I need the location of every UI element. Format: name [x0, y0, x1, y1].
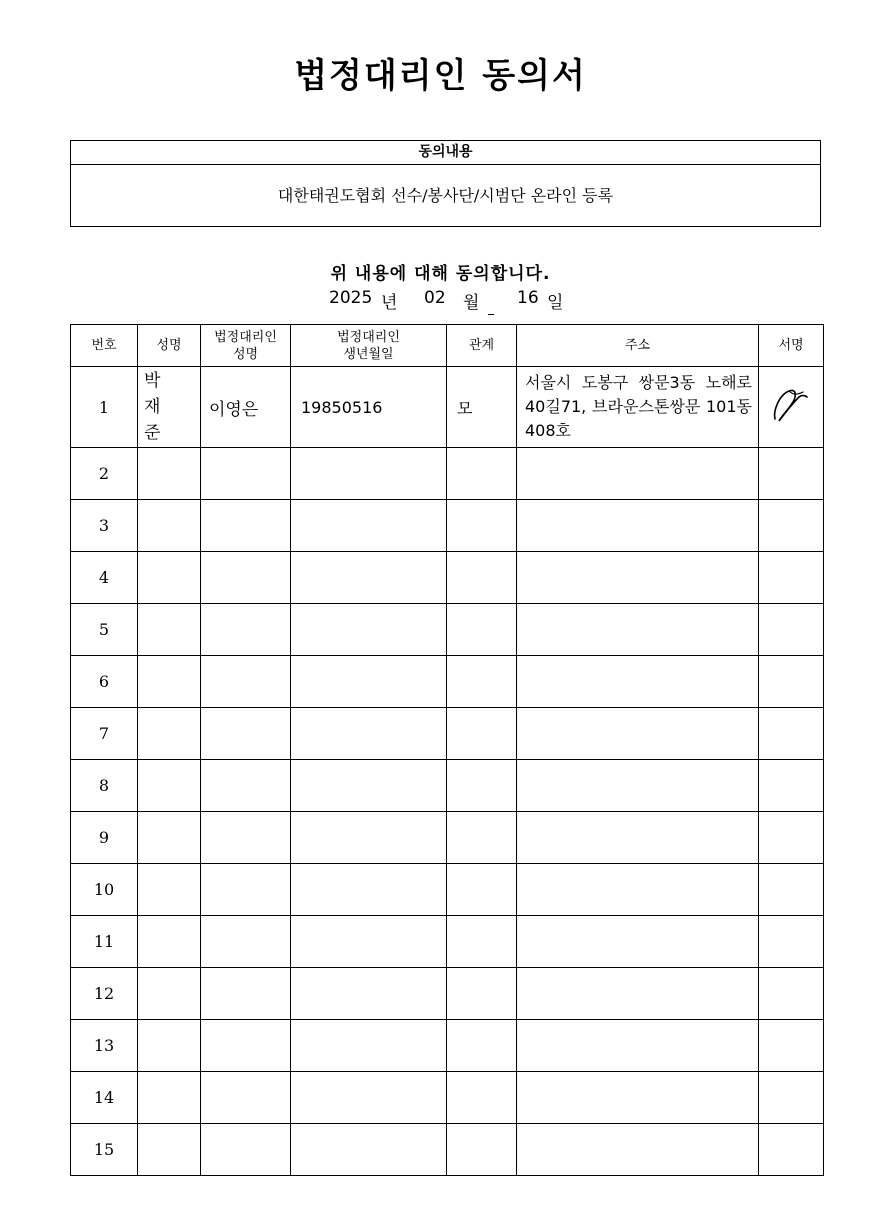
row-number: 10 — [71, 864, 138, 916]
address — [517, 1020, 759, 1072]
signature-scribble — [767, 383, 815, 427]
date-day: 16 — [517, 288, 539, 308]
table-header-row — [71, 325, 824, 367]
consent-box — [70, 140, 821, 227]
row-number: 7 — [71, 708, 138, 760]
rep-name — [201, 1072, 291, 1124]
table-row — [71, 448, 824, 500]
row-number: 2 — [71, 448, 138, 500]
relation — [447, 864, 517, 916]
row-number: 14 — [71, 1072, 138, 1124]
row-number: 4 — [71, 552, 138, 604]
date-month: 02 — [424, 288, 446, 308]
rep-name — [201, 708, 291, 760]
relation — [447, 1124, 517, 1176]
rep-birthdate — [291, 864, 447, 916]
header-address: 주소 — [517, 325, 759, 367]
rep-name: 이영은 — [201, 367, 291, 448]
consent-table — [70, 324, 824, 1176]
table-row — [71, 968, 824, 1020]
minor-name — [138, 708, 201, 760]
signature-cell — [759, 448, 824, 500]
minor-name — [138, 500, 201, 552]
relation — [447, 656, 517, 708]
header-rep-birth — [291, 325, 447, 367]
relation — [447, 604, 517, 656]
address — [517, 1072, 759, 1124]
relation — [447, 1072, 517, 1124]
address — [517, 812, 759, 864]
signature-cell — [759, 1020, 824, 1072]
address: 서울시 도봉구 쌍문3동 노해로40길71, 브라운스톤쌍문 101동 408호 — [517, 367, 759, 448]
signature-cell — [759, 708, 824, 760]
rep-birthdate — [291, 1124, 447, 1176]
header-rep-birth-line2: 생년월일 — [343, 346, 394, 362]
minor-name — [138, 1020, 201, 1072]
table-row — [71, 604, 824, 656]
rep-name — [201, 968, 291, 1020]
row-number: 8 — [71, 760, 138, 812]
rep-birthdate — [291, 760, 447, 812]
minor-name — [138, 656, 201, 708]
rep-birthdate — [291, 916, 447, 968]
rep-name — [201, 604, 291, 656]
signature-cell — [759, 812, 824, 864]
table-row — [71, 760, 824, 812]
table-row — [71, 500, 824, 552]
agreement-statement: 위 내용에 대해 동의합니다. — [330, 264, 551, 284]
address — [517, 1124, 759, 1176]
table-row — [71, 864, 824, 916]
header-rep-name — [201, 325, 291, 367]
row-number: 15 — [71, 1124, 138, 1176]
relation — [447, 552, 517, 604]
header-rep-name-line1: 법정대리인 — [214, 329, 277, 345]
date-year-unit: 년 — [381, 293, 398, 313]
address — [517, 552, 759, 604]
relation — [447, 1020, 517, 1072]
rep-birthdate — [291, 1020, 447, 1072]
rep-birthdate — [291, 708, 447, 760]
document-title: 법정대리인 동의서 — [294, 56, 587, 96]
address — [517, 760, 759, 812]
rep-name — [201, 500, 291, 552]
rep-name — [201, 760, 291, 812]
signature-cell — [759, 916, 824, 968]
minor-name: 박 재 준 — [138, 367, 201, 448]
table-row — [71, 1072, 824, 1124]
rep-birthdate — [291, 604, 447, 656]
rep-birthdate — [291, 1072, 447, 1124]
table-row — [71, 656, 824, 708]
signature-cell — [759, 500, 824, 552]
signature-cell — [759, 1072, 824, 1124]
address — [517, 916, 759, 968]
relation — [447, 968, 517, 1020]
signature-cell — [759, 968, 824, 1020]
signature-cell — [759, 552, 824, 604]
signature-cell — [759, 604, 824, 656]
relation — [447, 916, 517, 968]
rep-name — [201, 1020, 291, 1072]
consent-header: 동의내용 — [71, 141, 820, 165]
minor-name — [138, 812, 201, 864]
table-row — [71, 1124, 824, 1176]
rep-birthdate — [291, 448, 447, 500]
relation — [447, 500, 517, 552]
date-month-unit: 월 — [463, 293, 480, 313]
row-number: 5 — [71, 604, 138, 656]
minor-name — [138, 1124, 201, 1176]
rep-name — [201, 864, 291, 916]
address — [517, 968, 759, 1020]
address — [517, 448, 759, 500]
row-number: 11 — [71, 916, 138, 968]
address — [517, 708, 759, 760]
table-row — [71, 708, 824, 760]
header-number: 번호 — [71, 325, 138, 367]
rep-birthdate — [291, 812, 447, 864]
rep-birthdate: 19850516 — [291, 367, 447, 448]
signature-cell — [759, 656, 824, 708]
rep-name — [201, 812, 291, 864]
date-year: 2025 — [329, 288, 373, 308]
rep-name — [201, 552, 291, 604]
signature-cell — [759, 864, 824, 916]
table-row — [71, 812, 824, 864]
minor-name — [138, 968, 201, 1020]
row-number: 13 — [71, 1020, 138, 1072]
table-row — [71, 367, 824, 448]
header-rep-name-line2: 성명 — [232, 346, 259, 362]
rep-name — [201, 1124, 291, 1176]
relation: 모 — [447, 367, 517, 448]
minor-name — [138, 448, 201, 500]
header-signature: 서명 — [759, 325, 824, 367]
rep-birthdate — [291, 656, 447, 708]
consent-content: 대한태권도협회 선수/봉사단/시범단 온라인 등록 — [277, 186, 614, 205]
signature-cell — [759, 1124, 824, 1176]
rep-birthdate — [291, 968, 447, 1020]
signature-cell — [759, 760, 824, 812]
address — [517, 864, 759, 916]
table-row — [71, 916, 824, 968]
address — [517, 500, 759, 552]
relation — [447, 812, 517, 864]
header-relation: 관계 — [447, 325, 517, 367]
minor-name — [138, 916, 201, 968]
row-number: 3 — [71, 500, 138, 552]
row-number: 9 — [71, 812, 138, 864]
address — [517, 656, 759, 708]
header-name: 성명 — [138, 325, 201, 367]
minor-name — [138, 864, 201, 916]
date-underline — [488, 314, 494, 315]
minor-name — [138, 760, 201, 812]
rep-name — [201, 448, 291, 500]
table-row — [71, 552, 824, 604]
header-rep-birth-line1: 법정대리인 — [337, 329, 400, 345]
rep-birthdate — [291, 552, 447, 604]
rep-name — [201, 916, 291, 968]
date-day-unit: 일 — [547, 293, 564, 313]
minor-name — [138, 604, 201, 656]
table-row — [71, 1020, 824, 1072]
row-number: 1 — [71, 367, 138, 448]
minor-name — [138, 1072, 201, 1124]
rep-birthdate — [291, 500, 447, 552]
relation — [447, 708, 517, 760]
rep-name — [201, 656, 291, 708]
minor-name — [138, 552, 201, 604]
row-number: 12 — [71, 968, 138, 1020]
row-number: 6 — [71, 656, 138, 708]
relation — [447, 760, 517, 812]
relation — [447, 448, 517, 500]
signature-cell — [759, 367, 824, 448]
address — [517, 604, 759, 656]
